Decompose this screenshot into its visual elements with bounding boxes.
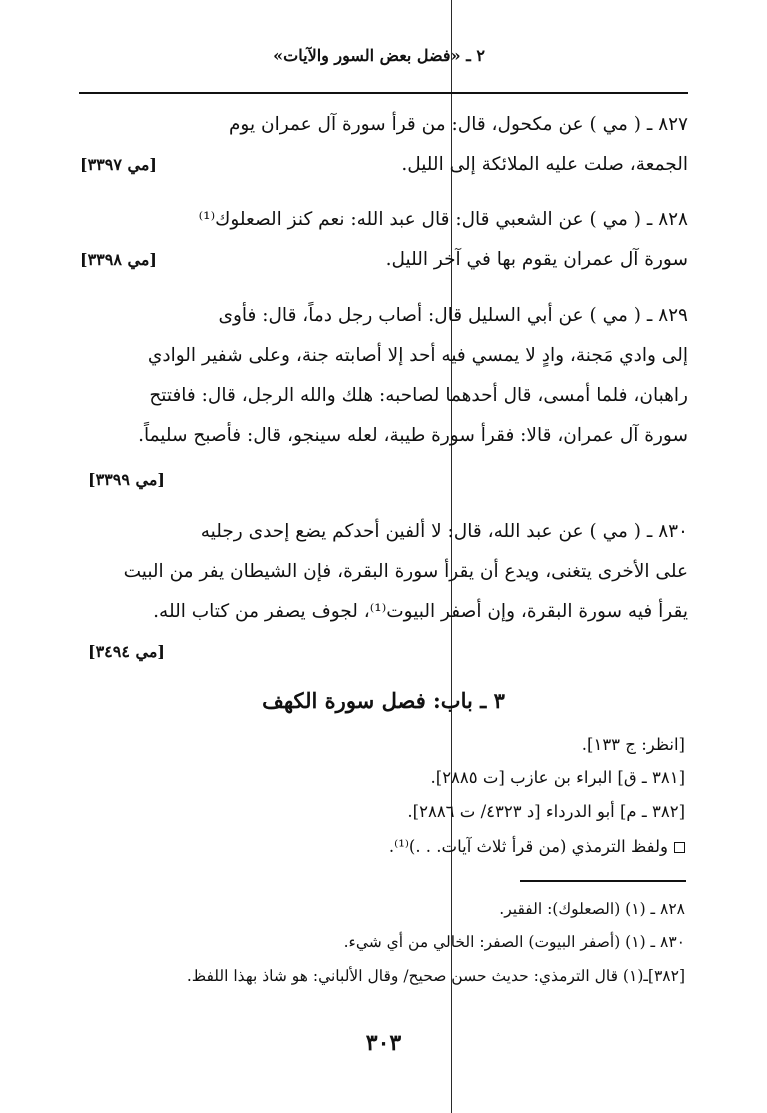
source-citation: [مي ٣٣٩٧]	[80, 155, 157, 174]
cross-reference: [٣٨٢ ـ م] أبو الدرداء [د ٤٣٢٣/ ت ٢٨٨٦].	[407, 802, 685, 821]
entry-827	[80, 105, 688, 185]
entry-829	[80, 296, 688, 456]
running-header: ٢ ـ «فضل بعض السور والآيات»	[273, 46, 485, 65]
chapter-heading: ٣ ـ باب: فصل سورة الكهف	[262, 688, 505, 713]
footnote: ٨٢٨ ـ (١) (الصعلوك): الفقير.	[499, 900, 685, 918]
cross-reference: [انظر: ج ١٣٣].	[581, 735, 685, 754]
entry-line	[80, 240, 688, 280]
source-citation: [مي ٣٤٩٤]	[88, 642, 165, 661]
entry-line: يقرأ فيه سورة البقرة، وإن أصفر البيوت⁽¹⁾، لجوف يصفر من كتاب الله.	[153, 601, 688, 622]
entry-line: إلى وادي مَجنة، وادٍ لا يمسي فيه أحد إلا أصابته جنة، وعلى شفير الوادي	[147, 345, 688, 366]
entry-line: راهبان، فلما أمسى، قال أحدهما لصاحبه: هلك والله الرجل، قال: فافتتح	[149, 385, 688, 406]
entry-828	[80, 200, 688, 280]
entry-line: على الأخرى يتغنى، ويدع أن يقرأ سورة البقرة، فإن الشيطان يفر من البيت	[123, 561, 688, 582]
entry-line-text: الجمعة، صلت عليه الملائكة إلى الليل.	[401, 154, 688, 175]
source-citation: [مي ٣٣٩٨]	[80, 250, 157, 269]
entry-line: سورة آل عمران، قالا: فقرأ سورة طيبة، لعله سينجو، قال: فأصبح سليماً.	[138, 425, 688, 446]
entry-line: ٨٢٨ ـ ( مي ) عن الشعبي قال: قال عبد الله: نعم كنز الصعلوك⁽¹⁾	[198, 209, 688, 230]
cross-reference: [٣٨١ ـ ق] البراء بن عازب [ت ٢٨٨٥].	[430, 768, 685, 787]
cross-reference	[125, 837, 685, 856]
source-citation: [مي ٣٣٩٩]	[88, 470, 165, 489]
footnote-rule	[520, 880, 686, 882]
page-number: ٣٠٣	[365, 1030, 402, 1056]
entry-line: ٨٣٠ ـ ( مي ) عن عبد الله، قال: لا ألفين أحدكم يضع إحدى رجليه	[200, 521, 688, 542]
entry-line	[80, 145, 688, 185]
square-bullet-icon	[674, 842, 685, 853]
header-rule	[79, 92, 688, 94]
footnote: [٣٨٢]ـ(١) قال الترمذي: حديث حسن صحيح/ وقال الألباني: هو شاذ بهذا اللفظ.	[186, 967, 685, 985]
entry-line: ٨٢٧ ـ ( مي ) عن مكحول، قال: من قرأ سورة آل عمران يوم	[228, 114, 688, 135]
entry-line-text: سورة آل عمران يقوم بها في آخر الليل.	[385, 249, 688, 270]
entry-line: ٨٢٩ ـ ( مي ) عن أبي السليل قال: أصاب رجل دماً، قال: فأوى	[218, 305, 688, 326]
cross-reference-text: ولفظ الترمذي (من قرأ ثلاث آيات. . .)⁽¹⁾.	[388, 837, 668, 856]
entry-830	[80, 512, 688, 632]
footnote: ٨٣٠ ـ (١) (أصفر البيوت) الصفر: الخالي من أي شيء.	[343, 933, 685, 951]
